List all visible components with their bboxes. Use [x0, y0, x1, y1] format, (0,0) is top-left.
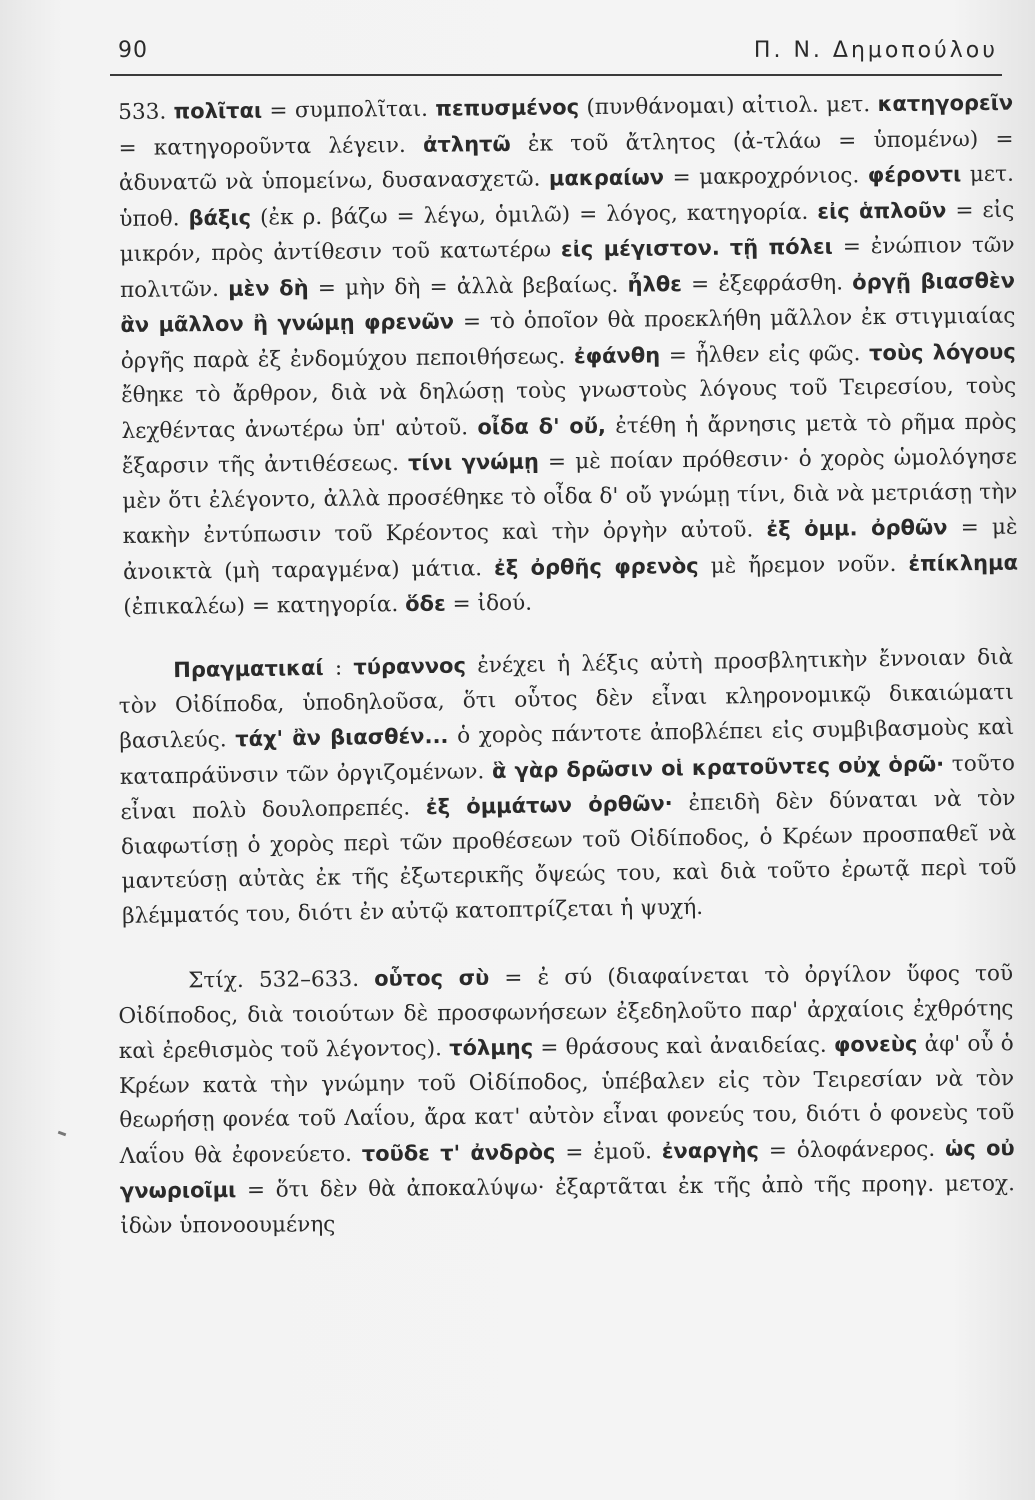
running-title: Π. Ν. Δημοπούλου	[753, 38, 998, 63]
text-run: (ἐκ ρ. βάζω = λέγω, ὁμιλῶ) = λόγος, κατηγορία.	[250, 199, 818, 231]
bold-lemma: ἐξ ὀρθῆς φρενὸς	[493, 553, 699, 580]
bold-lemma: πολῖται	[173, 98, 263, 124]
text-run: = μὲ ποίαν πρόθεσιν· ὁ χορὸς ὡμολόγησε μὲν ὅτι ἐλέγοντο, ἀλλὰ προσέθηκε τὸ οἶδα δ' οὔ γνώμῃ τίνι, διὰ νὰ μετριάσῃ τὴν κακὴν ἐντύπωσιν τοῦ Κρέοντος καὶ τὴν ὀργὴν αὐτοῦ.	[122, 444, 1018, 549]
bold-lemma: ἐξ ὀμμάτων ὀρθῶν·	[425, 790, 673, 819]
page-header	[118, 38, 998, 74]
text-run: = ἐ σύ (διαφαίνεται τὸ ὀργίλον ὕφος τοῦ Οἰδίποδος, διὰ τοιούτων δὲ προσφωνήσεων ἐξεδηλοῦτο παρ' ἀρχαίοις ἐχθρότης καὶ ἐρεθισμὸς τοῦ λέγοντος).	[118, 960, 1014, 1064]
bold-lemma: τάχ' ἂν βιασθέν...	[235, 723, 449, 751]
bold-lemma: ἦλθε	[627, 271, 683, 297]
text-run: Στίχ. 532–633.	[188, 966, 375, 993]
bold-lemma: τίνι γνώμῃ	[407, 449, 540, 475]
text-run: ἀφ' οὗ ὁ Κρέων κατὰ τὴν γνώμην τοῦ Οἰδίποδος, ὑπέβαλεν εἰς τὸν Τειρεσίαν νὰ τὸν θεωρήσῃ φονέα τοῦ Λαΐου, ἄρα κατ' αὐτὸν εἶναι φονεύς του, διότι ὁ φονεὺς τοῦ Λαΐου θὰ ἐφονεύετο.	[118, 1030, 1015, 1168]
bold-lemma: ἐφάνθη	[573, 342, 661, 368]
paragraph-pragmatikai	[118, 639, 1017, 933]
text-run: = θράσους καὶ ἀναιδείας.	[533, 1032, 835, 1060]
bold-lemma: ὅδε	[405, 591, 446, 617]
text-run: = μακροχρόνιος.	[663, 163, 868, 191]
bold-lemma: ἀτλητῶ	[422, 131, 511, 157]
text-run: (ἐπικαλέω) = κατηγορία.	[123, 592, 406, 620]
bold-lemma: εἰς μέγιστον.	[560, 235, 720, 262]
text-run: = ἐξεφράσθη.	[681, 269, 853, 297]
bold-lemma: τῇ πόλει	[729, 234, 833, 260]
text-run: ἔθηκε τὸ ἄρθρον, διὰ νὰ δηλώσῃ τοὺς γνωστοὺς λόγους τοῦ Τειρεσίου, τοὺς λεχθέντας ἀνωτέρω ὑπ' αὐτοῦ.	[121, 373, 1017, 444]
text-run: ἐτέθη ἡ ἄρνησις μετὰ τὸ ρῆμα πρὸς ἔξαρσιν τῆς ἀντιθέσεως.	[121, 409, 1017, 479]
page-body	[118, 90, 1019, 1244]
bold-lemma: ἃ γὰρ δρῶσιν οἱ κρατοῦντες οὐχ ὁρῶ·	[491, 751, 945, 783]
text-run	[720, 236, 730, 261]
text-run: ἐπειδὴ δὲν δύναται νὰ τὸν διαφωτίσῃ ὁ χορὸς περὶ τῶν προθέσεων τοῦ Οἰδίποδος, ὁ Κρέων προσπαθεῖ νὰ μαντεύσῃ αὐτὰς ἐκ τῆς ἐξωτερικῆς ὄψεώς του, καὶ διὰ τοῦτο ἐρωτᾷ περὶ τοῦ βλέμματός του, διότι ἐν αὐτῷ κατοπτρίζεται ἡ ψυχή.	[120, 785, 1017, 928]
text-run: = μὲ ἀνοικτὰ (μὴ ταραγμένα) μάτια.	[122, 514, 1018, 585]
bold-lemma: μακραίων	[548, 165, 665, 191]
bold-lemma: φέροντι	[867, 162, 962, 188]
bold-lemma: ἐξ ὀμμ. ὀρθῶν	[766, 515, 948, 542]
text-run: ὁ χορὸς πάντοτε ἀποβλέπει εἰς συμβιβασμοὺς καὶ καταπράϋνσιν τῶν ὀργιζομένων.	[119, 714, 1015, 789]
bold-lemma: τοῦδε τ' ἀνδρὸς	[361, 1139, 556, 1165]
text-run: (πυνθάνομαι) αἰτιολ. μετ.	[578, 92, 878, 121]
bold-lemma: μὲν δὴ	[227, 275, 309, 301]
bold-lemma: τόλμης	[449, 1034, 534, 1060]
paragraph-commentary-533	[118, 86, 1019, 626]
bold-lemma: ὡς οὐ γνωριοῖμι	[119, 1135, 1015, 1203]
stray-ink-mark	[58, 1131, 67, 1137]
bold-lemma: τοὺς λόγους	[868, 339, 1016, 365]
text-run: = τὸ ὁποῖον θὰ προεκλήθη μᾶλλον ἐκ στιγμιαίας ὀργῆς παρὰ ἐξ ἐνδομύχου πεποιθήσεως.	[120, 303, 1016, 374]
text-run: = ἐνώπιον τῶν πολιτῶν.	[119, 232, 1015, 303]
text-run: μετ. ὑποθ.	[119, 161, 1014, 232]
bold-lemma: κατηγορεῖν	[877, 90, 1014, 117]
bold-lemma: Πραγματικαί	[173, 655, 324, 682]
text-run: = ἐμοῦ.	[555, 1138, 662, 1165]
paragraph-stix-532-633	[118, 956, 1015, 1244]
bold-lemma: πεπυσμένος	[435, 95, 580, 121]
bold-lemma: εἰς ἁπλοῦν	[817, 197, 947, 224]
bold-lemma: βάξις	[188, 205, 252, 230]
text-run: = εἰς μικρόν, πρὸς ἀντίθεσιν τοῦ κατωτέρω	[119, 197, 1015, 267]
text-run: = ἦλθεν εἰς φῶς.	[660, 340, 870, 368]
bold-lemma: ἐναργὴς	[661, 1137, 760, 1163]
text-run: :	[323, 654, 354, 681]
bold-lemma: ὀργῇ βιασθὲν ἂν μᾶλλον ἢ γνώμῃ φρενῶν	[120, 268, 1016, 337]
text-run: τοῦτο εἶναι πολὺ δουλοπρεπές.	[120, 749, 1016, 825]
header-rule	[110, 74, 1002, 76]
bold-lemma: τύραννος	[353, 653, 467, 679]
text-run: = συμπολῖται.	[261, 96, 436, 124]
text-run: = μὴν δὴ = ἀλλὰ βεβαίως.	[308, 272, 628, 301]
text-run: ἐκ τοῦ ἄτλητος (ἀ-τλάω = ὑπομένω) = ἀδυνατῶ νὰ ὑπομείνω, δυσανασχετῶ.	[118, 126, 1014, 196]
text-run: 533.	[118, 99, 174, 125]
text-run: ἐνέχει ἡ λέξις αὐτὴ προσβλητικὴν ἔννοιαν διὰ τὸν Οἰδίποδα, ὑποδηλοῦσα, ὅτι οὗτος δὲν εἶναι κληρονομικῷ δικαιώματι βασιλεύς.	[118, 644, 1014, 754]
bold-lemma: οἶδα δ' οὔ,	[477, 413, 607, 439]
page-number: 90	[118, 38, 148, 63]
bold-lemma: ἐπίκλημα	[908, 550, 1019, 576]
text-run: = ὅτι δὲν θὰ ἀποκαλύψω· ἐξαρτᾶται ἐκ τῆς ἀπὸ τῆς προηγ. μετοχ. ἰδὼν ὑπονοουμένης	[120, 1170, 1016, 1238]
text-run: μὲ ἤρεμον νοῦν.	[698, 551, 909, 579]
bold-lemma: οὗτος σὺ	[374, 965, 490, 991]
text-run: = κατηγοροῦντα λέγειν.	[118, 132, 424, 161]
bold-lemma: φονεὺς	[833, 1031, 918, 1057]
text-run: = ὁλοφάνερος.	[758, 1135, 946, 1163]
text-run: = ἰδού.	[445, 590, 533, 617]
